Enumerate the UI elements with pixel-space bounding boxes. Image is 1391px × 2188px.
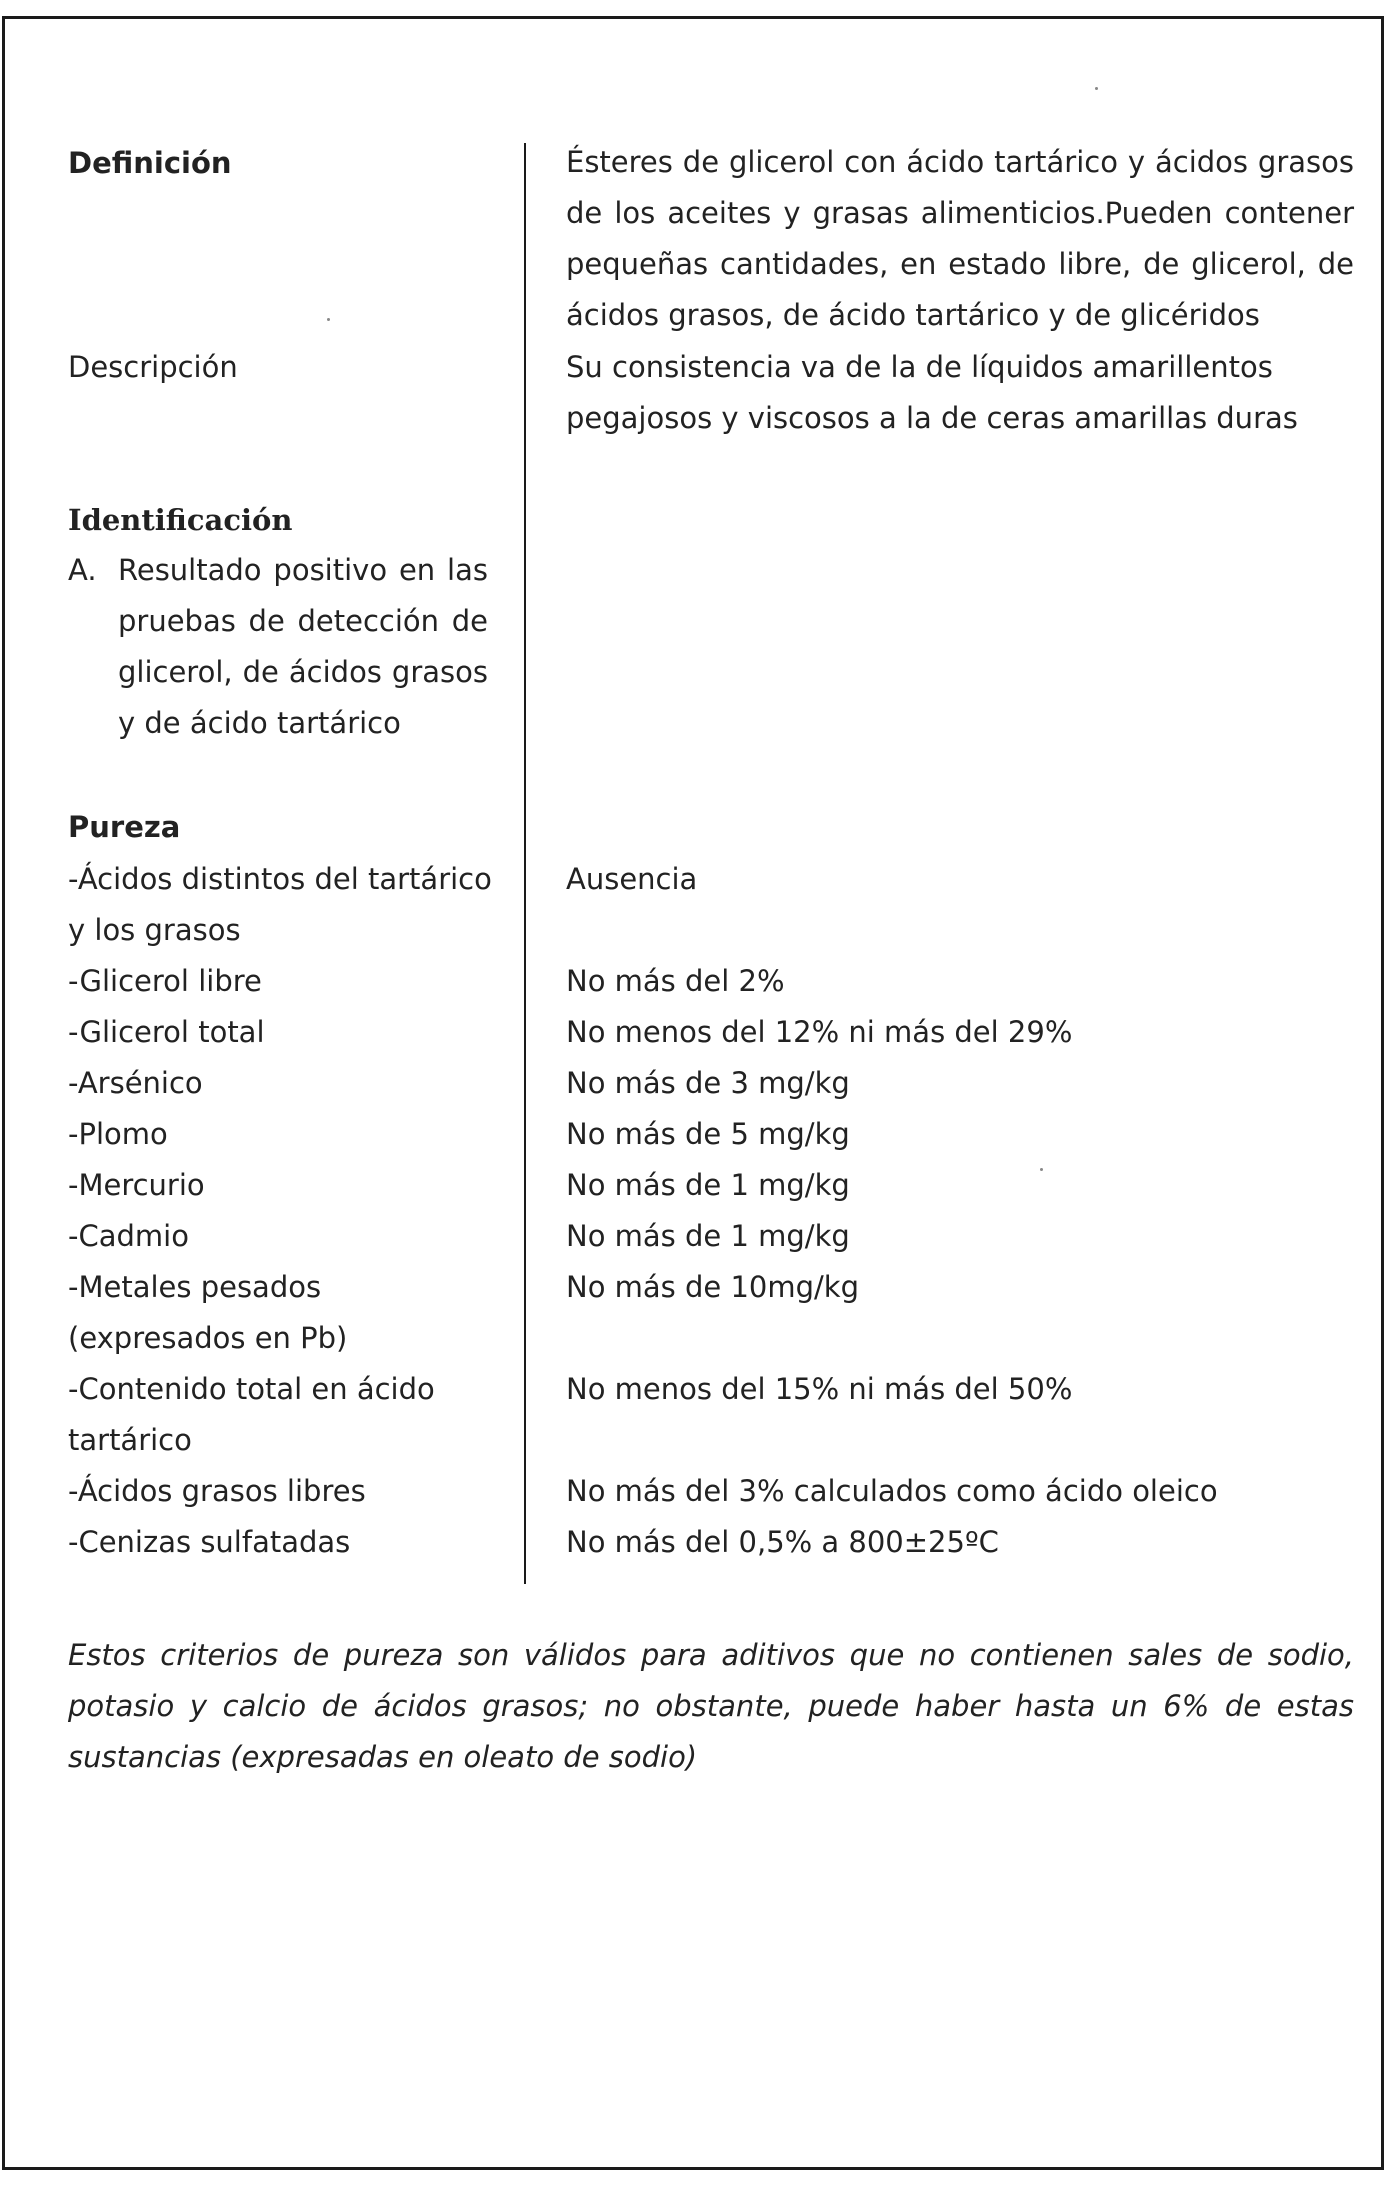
pureza-row-label: -Ácidos grasos libres (68, 1474, 366, 1508)
pureza-heading: Pureza (68, 810, 181, 844)
pureza-row-label: -Plomo (68, 1117, 168, 1151)
scan-speck (1095, 87, 1098, 90)
pureza-row-label: -Glicerol total (68, 1015, 265, 1049)
identificacion-heading: Identificación (68, 503, 293, 537)
pureza-row-label: -Metales pesados (68, 1270, 322, 1304)
pureza-row-value: No más de 10mg/kg (566, 1270, 860, 1304)
column-divider (524, 143, 526, 1584)
pureza-row-label: -Cenizas sulfatadas (68, 1525, 351, 1559)
definicion-text: Ésteres de glicerol con ácido tartárico y ácidos grasos de los aceites y grasas alimenticios.Pueden contener pequeñas cantidades, en estado libre, de glicerol, de ácidos grasos, de ácido tartárico y de glicéridos (566, 145, 1354, 332)
pureza-row-value: No más de 5 mg/kg (566, 1117, 850, 1151)
pureza-row-value: No más de 1 mg/kg (566, 1168, 850, 1202)
pureza-row-label-cont: (expresados en Pb) (68, 1321, 348, 1355)
pureza-row-value: No más del 0,5% a 800±25ºC (566, 1525, 999, 1559)
pureza-row-label-cont: tartárico (68, 1423, 192, 1457)
descripcion-label: Descripción (68, 350, 238, 384)
descripcion-text-line1: Su consistencia va de la de líquidos amarillentos (566, 350, 1273, 384)
pureza-row-value: No menos del 15% ni más del 50% (566, 1372, 1073, 1406)
pureza-row-value: No más del 3% calculados como ácido oleico (566, 1474, 1218, 1508)
definicion-label: Definición (68, 146, 232, 180)
pureza-row-value: No menos del 12% ni más del 29% (566, 1015, 1073, 1049)
identificacion-item (68, 545, 488, 749)
identificacion-item-text: Resultado positivo en las pruebas de detección de glicerol, de ácidos grasos y de ácido tartárico (118, 553, 488, 740)
scan-speck (327, 318, 330, 321)
pureza-row-label: -Mercurio (68, 1168, 205, 1202)
pureza-row-label: -Contenido total en ácido (68, 1372, 435, 1406)
purity-note: Estos criterios de pureza son válidos para aditivos que no contienen sales de sodio, potasio y calcio de ácidos grasos; no obstante, puede haber hasta un 6% de estas sustancias (expresadas en oleato de sodio) (68, 1638, 1354, 1774)
scan-speck (1040, 1168, 1043, 1171)
pureza-row-value: Ausencia (566, 862, 698, 896)
pureza-row-label: -Glicerol libre (68, 964, 262, 998)
pureza-row-value: No más de 1 mg/kg (566, 1219, 850, 1253)
pureza-row-label: -Arsénico (68, 1066, 203, 1100)
identificacion-item-label: A. (68, 553, 97, 587)
pureza-row-value: No más de 3 mg/kg (566, 1066, 850, 1100)
pureza-row-label: -Cadmio (68, 1219, 189, 1253)
pureza-row-label-cont: y los grasos (68, 913, 241, 947)
descripcion-text-line2: pegajosos y viscosos a la de ceras amarillas duras (566, 401, 1298, 435)
pureza-row-label: -Ácidos distintos del tartárico (68, 862, 492, 896)
pureza-row-value: No más del 2% (566, 964, 785, 998)
